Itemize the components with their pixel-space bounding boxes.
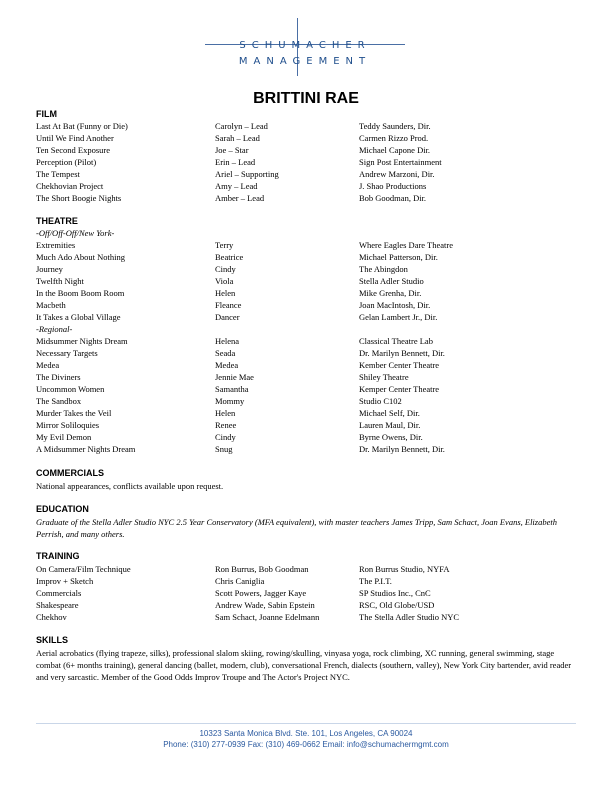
film-credit-row xyxy=(36,157,576,169)
theatre-credit-row xyxy=(36,312,576,324)
theatre-subheading-regional: -Regional- xyxy=(36,324,73,334)
credit-title: Ten Second Exposure xyxy=(36,145,110,155)
theatre-credit-row xyxy=(36,288,576,300)
credit-title: Perception (Pilot) xyxy=(36,157,97,167)
credit-director: Kemper Center Theatre xyxy=(359,384,440,394)
credit-director: J. Shao Productions xyxy=(359,181,427,191)
theatre-credit-row xyxy=(36,264,576,276)
credit-director: Michael Self, Dir. xyxy=(359,408,420,418)
theatre-credit-row xyxy=(36,384,576,396)
theatre-credit-row xyxy=(36,408,576,420)
section-title-education: EDUCATION xyxy=(36,504,89,514)
credit-role: Joe – Star xyxy=(215,145,249,155)
credit-role: Cindy xyxy=(215,432,236,442)
credit-title: It Takes a Global Village xyxy=(36,312,121,322)
theatre-credit-row xyxy=(36,432,576,444)
credit-title: Murder Takes the Veil xyxy=(36,408,112,418)
credit-role: Sam Schact, Joanne Edelmann xyxy=(215,612,320,622)
credit-title: Last At Bat (Funny or Die) xyxy=(36,121,128,131)
theatre-credit-row xyxy=(36,396,576,408)
theatre-credit-row xyxy=(36,300,576,312)
credit-role: Scott Powers, Jagger Kaye xyxy=(215,588,307,598)
film-credit-row xyxy=(36,133,576,145)
credit-director: Michael Capone Dir. xyxy=(359,145,431,155)
credit-role: Mommy xyxy=(215,396,245,406)
theatre-credit-row xyxy=(36,336,576,348)
credit-director: Kember Center Theatre xyxy=(359,360,440,370)
section-title-training: TRAINING xyxy=(36,551,80,561)
credit-director: Where Eagles Dare Theatre xyxy=(359,240,453,250)
credit-title: Much Ado About Nothing xyxy=(36,252,126,262)
credit-director: Studio C102 xyxy=(359,396,402,406)
credit-title: On Camera/Film Technique xyxy=(36,564,131,574)
footer-divider xyxy=(36,723,576,724)
credit-role: Snug xyxy=(215,444,233,454)
commercials-text: National appearances, conflicts available upon request. xyxy=(36,481,224,491)
theatre-credit-row xyxy=(36,252,576,264)
section-title-film: FILM xyxy=(36,109,57,119)
credit-role: Dancer xyxy=(215,312,240,322)
credit-role: Seada xyxy=(215,348,236,358)
credit-director: Bob Goodman, Dir. xyxy=(359,193,427,203)
section-title-commercials: COMMERCIALS xyxy=(36,468,104,478)
training-row xyxy=(36,588,576,600)
credit-role: Jennie Mae xyxy=(215,372,254,382)
credit-title: Midsummer Nights Dream xyxy=(36,336,128,346)
credit-role: Medea xyxy=(215,360,239,370)
training-row xyxy=(36,576,576,588)
credit-director: Lauren Maul, Dir. xyxy=(359,420,421,430)
credit-role: Viola xyxy=(215,276,234,286)
training-row xyxy=(36,600,576,612)
credit-title: The Short Boogie Nights xyxy=(36,193,122,203)
skills-text: Aerial acrobatics (flying trapeze, silks), professional slalom skiing, rowing/skulling, vinyasa yoga, rock climbing, XC running, general swimming, stage combat (6+ months training), general dancing (ballet, modern, club), conversational French, dialects (southern, valley), New York City bartender, avid reader and very sarcastic. Member of the Good Odds Improv Troupe and The Actor's Project NYC. xyxy=(36,648,572,682)
education-text: Graduate of the Stella Adler Studio NYC 2.5 Year Conservatory (MFA equivalent), with master teachers James Tripp, Sam Schact, Joan Evans, Elizabeth Perrish, and many others. xyxy=(36,517,557,539)
credit-role: Andrew Wade, Sabin Epstein xyxy=(215,600,315,610)
credit-director: Carmen Rizzo Prod. xyxy=(359,133,429,143)
credit-director: Ron Burrus Studio, NYFA xyxy=(359,564,450,574)
credit-director: Teddy Saunders, Dir. xyxy=(359,121,431,131)
credit-title: Macbeth xyxy=(36,300,66,310)
theatre-credit-row xyxy=(36,372,576,384)
credit-role: Cindy xyxy=(215,264,236,274)
credit-role: Fleance xyxy=(215,300,242,310)
credit-title: Chekhov xyxy=(36,612,67,622)
credit-director: Andrew Marzoni, Dir. xyxy=(359,169,435,179)
theatre-subheading-ny: -Off/Off-Off/New York- xyxy=(36,228,115,238)
credit-title: Medea xyxy=(36,360,60,370)
credit-title: Twelfth Night xyxy=(36,276,84,286)
film-credit-row xyxy=(36,169,576,181)
theatre-credit-row xyxy=(36,444,576,456)
credit-director: RSC, Old Globe/USD xyxy=(359,600,435,610)
credit-title: The Tempest xyxy=(36,169,80,179)
theatre-credit-row xyxy=(36,276,576,288)
theatre-credit-row xyxy=(36,348,576,360)
footer-address: 10323 Santa Monica Blvd. Ste. 101, Los Angeles, CA 90024 xyxy=(199,729,413,738)
credit-title: Uncommon Women xyxy=(36,384,105,394)
credit-role: Amy – Lead xyxy=(215,181,258,191)
film-credit-row xyxy=(36,193,576,205)
credit-director: The P.I.T. xyxy=(359,576,392,586)
credit-role: Chris Caniglia xyxy=(215,576,265,586)
credit-title: Necessary Targets xyxy=(36,348,98,358)
credit-title: Shakespeare xyxy=(36,600,79,610)
credit-title: Journey xyxy=(36,264,63,274)
credit-director: Gelan Lambert Jr., Dir. xyxy=(359,312,438,322)
film-credit-row xyxy=(36,145,576,157)
credit-title: Chekhovian Project xyxy=(36,181,104,191)
credit-title: The Sandbox xyxy=(36,396,82,406)
credit-title: Mirror Soliloquies xyxy=(36,420,100,430)
logo-line-2: MANAGEMENT xyxy=(238,56,372,67)
credit-title: A Midsummer Nights Dream xyxy=(36,444,136,454)
credit-title: My Evil Demon xyxy=(36,432,92,442)
training-row xyxy=(36,564,576,576)
theatre-credit-row xyxy=(36,360,576,372)
company-logo xyxy=(205,18,405,76)
credit-title: Extremities xyxy=(36,240,76,250)
credit-title: The Diviners xyxy=(36,372,81,382)
theatre-credit-row xyxy=(36,240,576,252)
credit-director: SP Studios Inc., CnC xyxy=(359,588,431,598)
credit-director: Stella Adler Studio xyxy=(359,276,424,286)
training-row xyxy=(36,612,576,624)
credit-director: Joan MacIntosh, Dir. xyxy=(359,300,431,310)
credit-director: Dr. Marilyn Bennett, Dir. xyxy=(359,348,445,358)
credit-title: In the Boom Boom Room xyxy=(36,288,125,298)
credit-role: Terry xyxy=(215,240,234,250)
theatre-credit-row xyxy=(36,420,576,432)
credit-title: Until We Find Another xyxy=(36,133,114,143)
footer-contact: Phone: (310) 277-0939 Fax: (310) 469-0662 Email: info@schumachermgmt.com xyxy=(163,740,449,749)
credit-director: The Abingdon xyxy=(359,264,408,274)
credit-title: Commercials xyxy=(36,588,82,598)
credit-director: Sign Post Entertainment xyxy=(359,157,442,167)
film-credit-row xyxy=(36,181,576,193)
credit-director: Shiley Theatre xyxy=(359,372,409,382)
credit-director: Dr. Marilyn Bennett, Dir. xyxy=(359,444,445,454)
credit-director: Classical Theatre Lab xyxy=(359,336,433,346)
credit-role: Erin – Lead xyxy=(215,157,256,167)
credit-role: Sarah – Lead xyxy=(215,133,260,143)
credit-director: Mike Grenha, Dir. xyxy=(359,288,422,298)
section-title-theatre: THEATRE xyxy=(36,216,78,226)
credit-director: Byrne Owens, Dir. xyxy=(359,432,423,442)
credit-role: Carolyn – Lead xyxy=(215,121,268,131)
credit-role: Beatrice xyxy=(215,252,244,262)
credit-role: Helen xyxy=(215,408,236,418)
credit-role: Samantha xyxy=(215,384,249,394)
credit-director: Michael Patterson, Dir. xyxy=(359,252,438,262)
credit-role: Ron Burrus, Bob Goodman xyxy=(215,564,309,574)
actor-name: BRITTINI RAE xyxy=(253,90,359,107)
credit-role: Amber – Lead xyxy=(215,193,265,203)
credit-title: Improv + Sketch xyxy=(36,576,94,586)
credit-role: Renee xyxy=(215,420,237,430)
section-title-skills: SKILLS xyxy=(36,635,69,645)
film-credit-row xyxy=(36,121,576,133)
credit-role: Helen xyxy=(215,288,236,298)
credit-role: Helena xyxy=(215,336,240,346)
credit-director: The Stella Adler Studio NYC xyxy=(359,612,460,622)
logo-line-1: SCHUMACHER xyxy=(239,40,371,51)
credit-role: Ariel – Supporting xyxy=(215,169,279,179)
